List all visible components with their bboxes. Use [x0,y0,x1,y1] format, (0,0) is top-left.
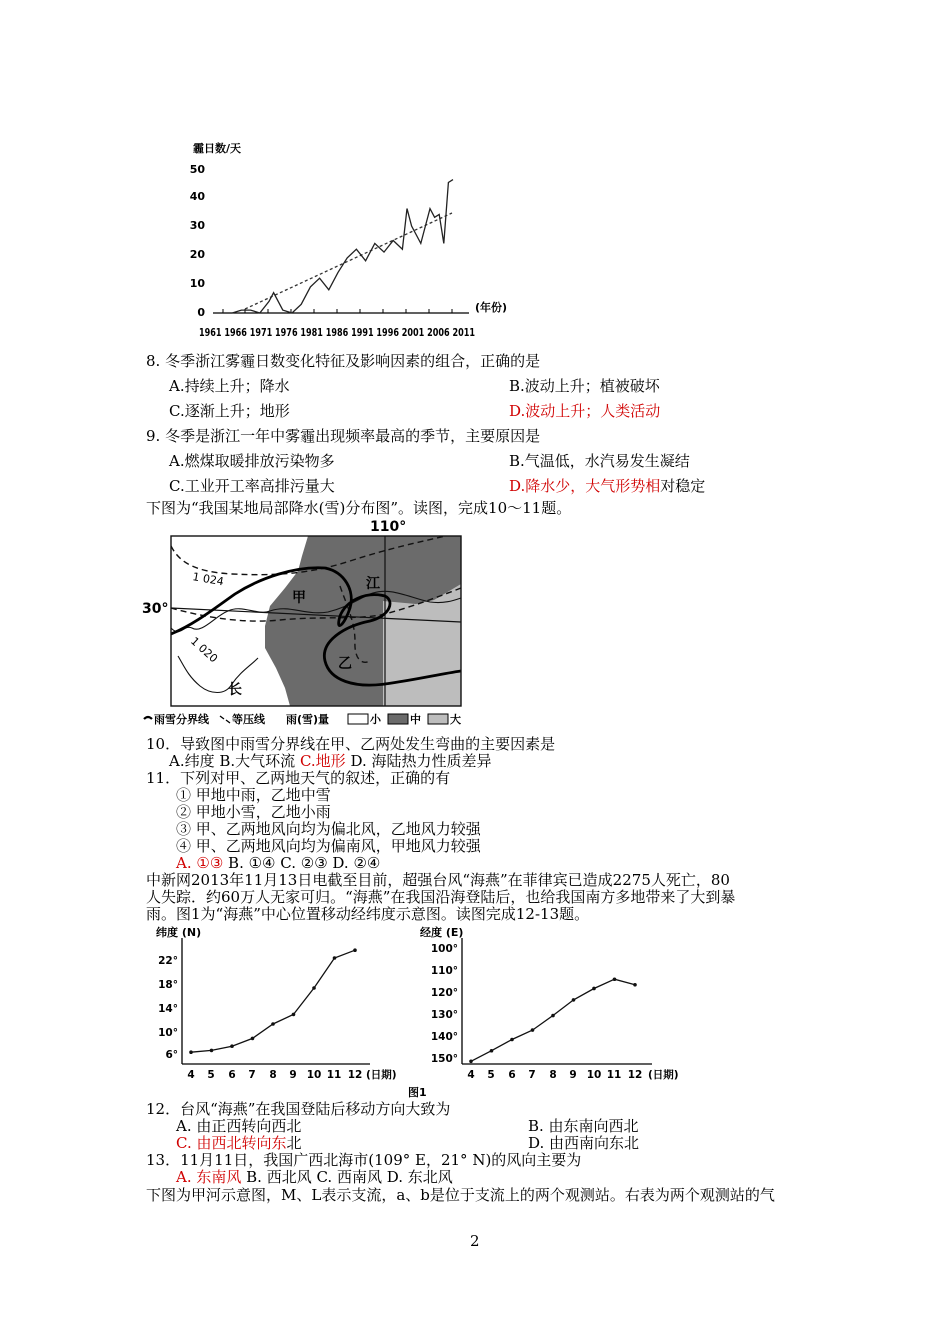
longitude-point [490,1049,494,1053]
lon-ytick: 120° [430,987,458,999]
q11-item-1: ① 甲地中雨，乙地中雪 [176,786,331,804]
q9-option-d-rest: 对稳定 [660,477,706,495]
svg-text:10: 10 [586,1069,602,1081]
q12-option-c [176,1134,302,1152]
lon-ytick: 130° [430,1009,458,1021]
lon-ytick: 150° [430,1053,458,1065]
latitude-points [189,948,357,1054]
haze-chart-yticks [190,163,206,319]
haze-chart-xlabel: (年份) [475,301,508,314]
svg-text:7: 7 [248,1069,256,1081]
lon-chart-title: 经度 (E) [420,926,464,939]
q13-stem: 13．11月11日，我国广西北海市(109° E，21° N)的风向主要为 [146,1151,582,1169]
typhoon-figure [140,922,700,1100]
lat-ytick: 18° [158,979,178,991]
q11-item-4: ④ 甲、乙两地风向均为偏南风，甲地风力较强 [176,837,481,855]
latitude-point [271,1022,275,1026]
svg-text:5: 5 [207,1069,215,1081]
haze-chart-ylabel: 霾日数/天 [193,142,242,155]
label-jiang: 江 [366,576,380,592]
news-line-3: 雨。图1为“海燕”中心位置移动经纬度示意图。读图完成12-13题。 [146,905,590,923]
svg-text:11: 11 [606,1069,622,1081]
longitude-point [469,1060,473,1064]
q10-option-d: D. 海陆热力性质差异 [350,752,492,770]
haze-trend-line [245,213,452,309]
legend-small-label: 小 [370,713,381,726]
haze-ytick: 50 [189,163,205,176]
svg-text:4: 4 [467,1069,475,1081]
haze-ytick: 30 [189,219,205,232]
svg-text:5: 5 [487,1069,495,1081]
q11-item-2: ② 甲地小雪，乙地小雨 [176,803,331,821]
longitude-point [510,1038,514,1042]
legend-small-swatch [348,714,368,724]
q9-option-d-answer: D.降水少，大气形势相 [509,477,661,495]
q11-option-a-answer: A. ①③ [176,854,224,872]
q11-stem: 11．下列对甲、乙两地天气的叙述，正确的有 [146,769,451,787]
latitude-point [333,956,337,960]
label-yi: 乙 [338,656,352,672]
q10-option-c-answer: C.地形 [299,752,346,770]
q12-option-c-rest: 北 [286,1134,302,1152]
svg-text:7: 7 [528,1069,536,1081]
svg-text:6: 6 [508,1069,516,1081]
map-intro: 下图为“我国某地局部降水(雪)分布图”。读图，完成10～11题。 [146,499,572,517]
svg-text:12: 12 [347,1069,363,1081]
q12-option-b: B. 由东南向西北 [528,1117,639,1135]
longitude-point [572,998,576,1002]
q11-item-3: ③ 甲、乙两地风向均为偏北风，乙地风力较强 [176,820,481,838]
legend-isobar-label: 等压线 [232,713,265,726]
svg-text:9: 9 [289,1069,297,1081]
lat-ytick: 10° [158,1027,178,1039]
lon-ytick: 140° [430,1031,458,1043]
haze-ytick: 10 [189,277,205,290]
lon-chart-xticks [467,1069,642,1081]
legend-amount-label: 雨(雪)量 [286,713,330,726]
longitude-point [613,977,617,981]
svg-text:8: 8 [549,1069,557,1081]
latitude-point [210,1049,214,1053]
q10-options-ab: A.纬度 B.大气环流 [169,752,296,770]
q9-option-a: A.燃煤取暖排放污染物多 [169,452,335,470]
longitude-point [633,983,637,987]
q8-stem: 8. 冬季浙江雾霾日数变化特征及影响因素的组合，正确的是 [146,352,541,370]
map-lon-label: 110° [370,519,407,535]
news-line-1: 中新网2013年11月13日电截至目前，超强台风“海燕”在菲律宾已造成2275人死亡，80 [146,871,730,889]
lat-ytick: 6° [165,1049,178,1061]
q12-stem: 12．台风“海燕”在我国登陆后移动方向大致为 [146,1100,451,1118]
latitude-point [292,1013,296,1017]
figure-caption: 图1 [408,1086,427,1099]
q13-option-a-answer: A. 东南风 [176,1168,242,1186]
latitude-point [312,986,316,990]
latitude-point [353,948,357,952]
legend-isobar-icon [220,716,230,723]
lat-chart-yticks [158,955,178,1061]
q9-option-d [509,477,705,495]
q9-stem: 9. 冬季是浙江一年中雾霾出现频率最高的季节，主要原因是 [146,427,541,445]
q11-options-rest: B. ①④ C. ②③ D. ②④ [228,854,381,872]
map-lat-label: 30° [142,601,169,617]
isobar-1020-label: 1 020 [187,634,221,666]
river-valley [178,656,258,693]
svg-text:9: 9 [569,1069,577,1081]
intro-river: 下图为甲河示意图，M、L表示支流，a、b是位于支流上的两个观测站。右表为两个观测站的气 [146,1186,775,1204]
haze-ytick: 0 [197,306,205,319]
lat-ytick: 22° [158,955,178,967]
latitude-point [189,1050,193,1054]
page-number: 2 [470,1232,480,1250]
precipitation-map [140,516,476,732]
svg-text:8: 8 [269,1069,277,1081]
longitude-points [469,977,637,1063]
haze-series-line [223,180,453,313]
q13-options [176,1168,453,1186]
q8-option-a: A.持续上升；降水 [169,377,290,395]
haze-days-chart [185,128,530,343]
haze-chart-xticks: 1961 1966 1971 1976 1981 1986 1991 1996 2001 2006 2011 [199,327,475,339]
lat-chart-xunit: (日期) [366,1069,397,1081]
label-chang: 长 [228,682,242,698]
latitude-series-line [191,950,355,1052]
legend-mid-label: 中 [410,713,421,726]
longitude-point [531,1028,535,1032]
longitude-series-line [471,979,635,1061]
legend-mid-swatch [388,714,408,724]
q9-option-b: B.气温低，水汽易发生凝结 [509,452,690,470]
q10-options [169,752,491,770]
q9-option-c: C.工业开工率高排污量大 [169,477,335,495]
lat-chart-title: 纬度 (N) [156,926,202,939]
svg-text:10: 10 [306,1069,322,1081]
haze-ytick: 20 [189,248,205,261]
lon-ytick: 100° [430,943,458,955]
q8-option-c: C.逐渐上升；地形 [169,402,290,420]
legend-snowline-label: 雨雪分界线 [154,713,209,726]
svg-text:11: 11 [326,1069,342,1081]
news-line-2: 人失踪．约60万人无家可归。“海燕”在我国沿海登陆后，也给我国南方多地带来了大到暴 [146,888,736,906]
q11-options [176,854,380,872]
haze-ytick: 40 [189,190,205,203]
lon-chart-xunit: (日期) [648,1069,679,1081]
latitude-point [251,1037,255,1041]
legend-snowline-icon [144,717,152,719]
lon-chart-yticks [431,943,458,1065]
legend-big-swatch [428,714,448,724]
label-jia: 甲 [292,590,306,606]
q10-stem: 10．导致图中雨雪分界线在甲、乙两处发生弯曲的主要因素是 [146,735,556,753]
q12-option-c-answer: C. 由西北转向东 [176,1134,287,1152]
svg-text:4: 4 [187,1069,195,1081]
longitude-point [551,1014,555,1018]
longitude-point [592,987,596,991]
lon-ytick: 110° [430,965,458,977]
q8-option-b: B.波动上升；植被破坏 [509,377,660,395]
legend-big-label: 大 [450,713,461,726]
q12-option-a: A. 由正西转向西北 [176,1117,302,1135]
latitude-point [230,1044,234,1048]
svg-text:6: 6 [228,1069,236,1081]
q12-option-d: D. 由西南向东北 [528,1134,640,1152]
lat-chart-xticks [187,1069,362,1081]
svg-text:12: 12 [627,1069,643,1081]
q13-options-rest: B. 西北风 C. 西南风 D. 东北风 [246,1168,453,1186]
lat-ytick: 14° [158,1003,178,1015]
isobar-1024-label: 1 024 [191,570,225,589]
q8-option-d-answer: D.波动上升；人类活动 [509,402,661,420]
